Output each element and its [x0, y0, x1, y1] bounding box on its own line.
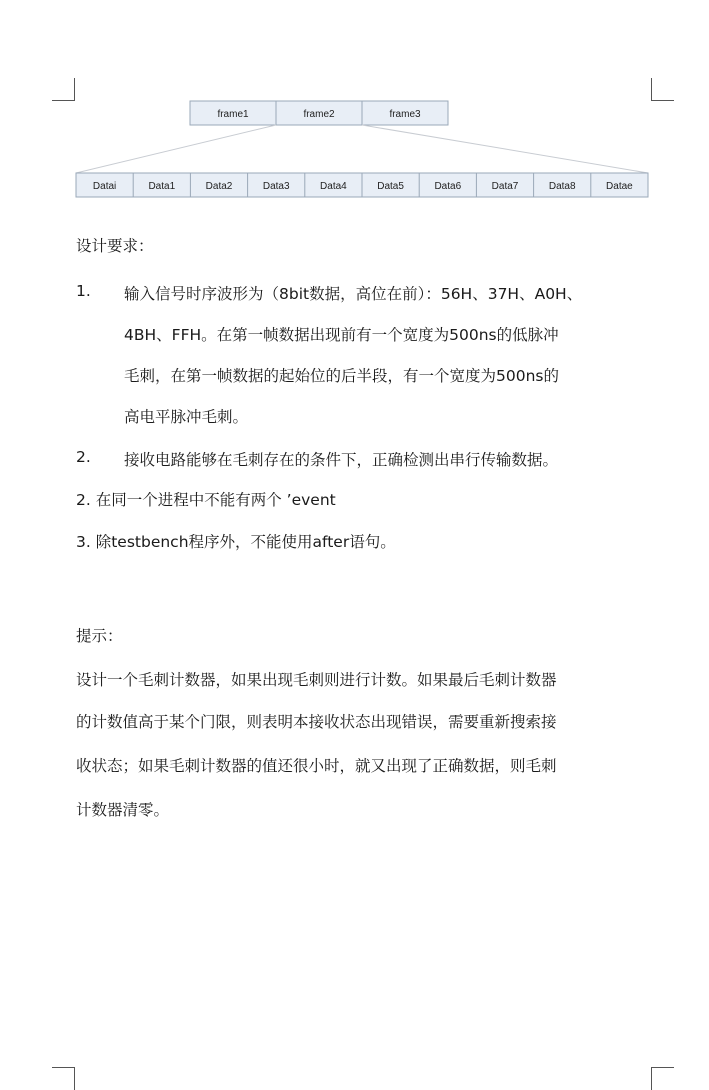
data-row — [76, 173, 648, 197]
data-cell-label: Data3 — [262, 181, 290, 192]
extra-requirement: 3. 除testbench程序外，不能使用after语句。 — [76, 533, 396, 551]
requirements-heading: 设计要求： — [76, 237, 154, 255]
frame-structure-diagram — [0, 0, 709, 210]
list-marker: 2. — [76, 448, 91, 466]
frame-row — [190, 101, 448, 125]
requirement-line: 毛刺，在第一帧数据的起始位的后半段，有一个宽度为500ns的 — [124, 367, 559, 385]
requirement-line: 高电平脉冲毛刺。 — [124, 408, 249, 426]
data-cell-label: Data1 — [148, 181, 176, 192]
crop-mark-bottom-right — [651, 1067, 674, 1090]
data-cell-label: Datae — [606, 181, 633, 192]
expand-line-right — [362, 125, 648, 173]
frame-label: frame2 — [303, 109, 335, 120]
hint-line: 的计数值高于某个门限，则表明本接收状态出现错误，需要重新搜索接 — [76, 713, 557, 731]
data-cell-label: Data2 — [205, 181, 233, 192]
requirement-line: 接收电路能够在毛刺存在的条件下，正确检测出串行传输数据。 — [124, 451, 559, 469]
data-cell-label: Datai — [92, 181, 117, 192]
crop-mark-bottom-left — [52, 1067, 75, 1090]
data-cell-label: Data6 — [434, 181, 462, 192]
data-cell-label: Data4 — [320, 181, 347, 192]
data-cell-label: Data7 — [491, 181, 519, 192]
requirement-line: 输入信号时序波形为（8bit数据，高位在前）：56H、37H、A0H、 — [124, 285, 583, 303]
frame-label: frame1 — [217, 109, 249, 120]
hint-line: 计数器清零。 — [76, 801, 170, 819]
extra-requirement: 2. 在同一个进程中不能有两个 ’event — [76, 491, 336, 509]
hint-line: 设计一个毛刺计数器，如果出现毛刺则进行计数。如果最后毛刺计数器 — [76, 671, 557, 689]
frame-label: frame3 — [389, 109, 421, 120]
expand-line-left — [76, 125, 276, 173]
data-cell-label: Data8 — [548, 181, 576, 192]
data-cell-label: Data5 — [377, 181, 404, 192]
hint-heading: 提示： — [76, 627, 123, 645]
list-marker: 1. — [76, 282, 91, 300]
hint-line: 收状态；如果毛刺计数器的值还很小时，就又出现了正确数据，则毛刺 — [76, 757, 557, 775]
requirement-line: 4BH、FFH。在第一帧数据出现前有一个宽度为500ns的低脉冲 — [124, 326, 559, 344]
